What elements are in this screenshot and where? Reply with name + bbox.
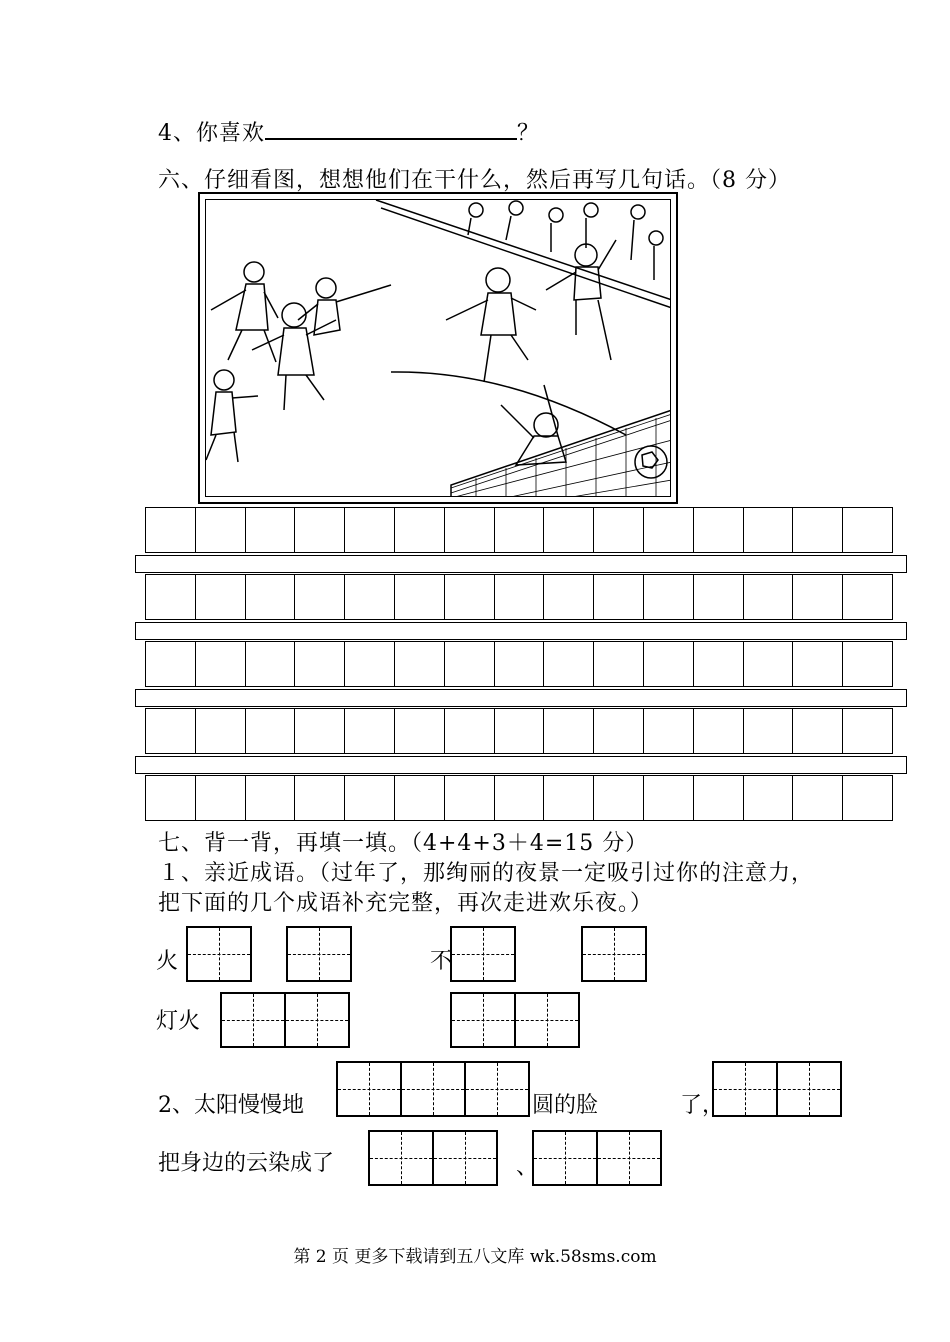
- tianzi-box-pair[interactable]: [368, 1130, 498, 1186]
- grid-row-spacer: [135, 555, 907, 573]
- tianzi-box-pair[interactable]: [450, 992, 580, 1048]
- writing-grid-row[interactable]: [145, 641, 907, 687]
- tianzi-box-pair[interactable]: [220, 992, 350, 1048]
- section-7-title: 七、背一背，再填一填。（4+4+3＋4=15 分）: [158, 831, 649, 856]
- soccer-scene-illustration: [198, 192, 678, 504]
- section-7-q1-line2: 把下面的几个成语补充完整，再次走进欢乐夜。）: [158, 891, 654, 916]
- idiom-label-denghuo: 灯火: [156, 1009, 201, 1034]
- section-7-q2-start: 2、太阳慢慢地: [158, 1093, 304, 1118]
- tianzi-box[interactable]: [581, 926, 647, 982]
- grid-row-spacer: [135, 622, 907, 640]
- tianzi-box-pair[interactable]: [532, 1130, 662, 1186]
- tianzi-box[interactable]: [186, 926, 252, 982]
- writing-grid-row[interactable]: [145, 708, 907, 754]
- tianzi-box-triple[interactable]: [336, 1061, 530, 1117]
- writing-grid-row[interactable]: [145, 574, 907, 620]
- writing-grid-row[interactable]: [145, 507, 907, 553]
- tianzi-box[interactable]: [450, 926, 516, 982]
- section-6-title: 六、仔细看图，想想他们在干什么，然后再写几句话。（8 分）: [158, 168, 791, 193]
- idiom-label-bu: 不: [430, 949, 453, 974]
- answer-blank[interactable]: [265, 118, 517, 140]
- section-7-q2-mid: 圆的脸: [532, 1093, 599, 1118]
- tianzi-box-pair[interactable]: [712, 1061, 842, 1117]
- section-7-q2-le: 了，: [680, 1093, 725, 1118]
- idiom-label-huo: 火: [156, 949, 179, 974]
- section-7-q2-comma: 、: [516, 1155, 539, 1180]
- tianzi-box[interactable]: [286, 926, 352, 982]
- writing-grid-row[interactable]: [145, 775, 907, 821]
- question-4: [158, 116, 540, 147]
- page-footer: 第 2 页 更多下载请到五八文库 wk.58sms.com: [293, 1247, 657, 1267]
- soccer-scene-drawing: [206, 200, 671, 497]
- section-7-q2-line2: 把身边的云染成了: [158, 1151, 335, 1176]
- question-4-suffix: ？: [517, 121, 541, 146]
- question-4-prefix: 4、你喜欢: [158, 121, 265, 146]
- grid-row-spacer: [135, 689, 907, 707]
- section-7-q1-line1: １、亲近成语。（过年了，那绚丽的夜景一定吸引过你的注意力，: [158, 861, 815, 886]
- grid-row-spacer: [135, 756, 907, 774]
